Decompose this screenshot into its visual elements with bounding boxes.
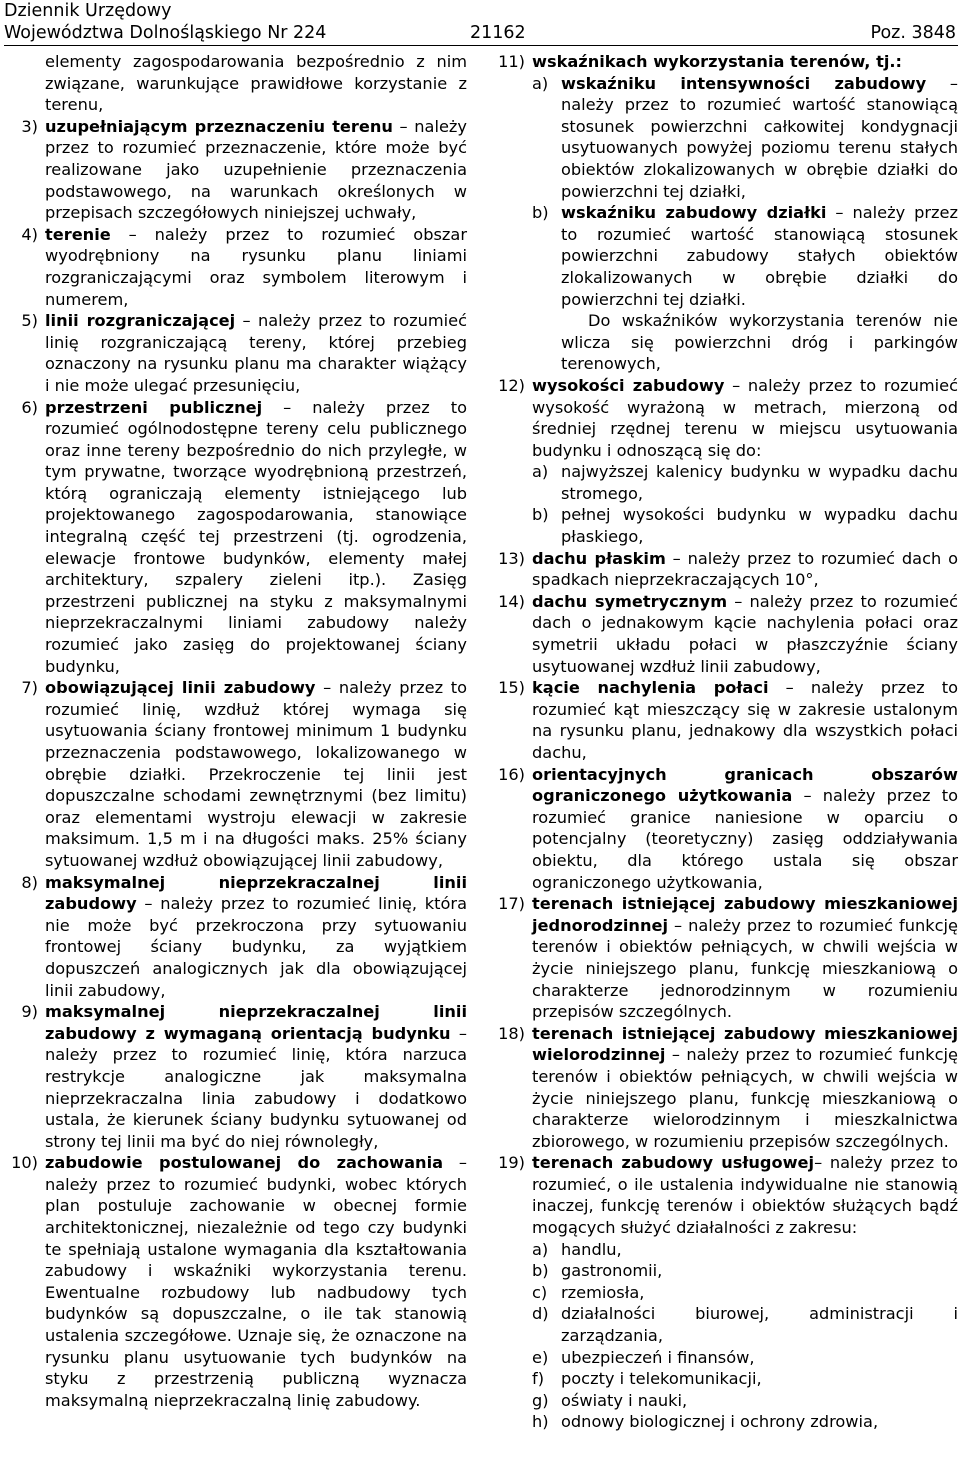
item-number: 15) bbox=[498, 678, 525, 698]
defined-term: terenach istniejącej zabudowy mieszkaniowej wielorodzinnej bbox=[532, 1023, 958, 1065]
definition-text: – należy przez to rozumieć wysokość wyrażoną w metrach, mierzoną od średniej rzędnej terenu w miejscu usytuowania budynku i odnoszącą się do: bbox=[532, 375, 958, 460]
sub-text: handlu, bbox=[561, 1239, 622, 1259]
sub-letter: b) bbox=[532, 203, 549, 223]
definition-text: – należy przez to rozumieć ogólnodostępne tereny celu publicznego oraz inne tereny bezpośrednio do nich przyległe, w tym prywatne, tworzące wyodrębnioną przestrzeń, którą ograniczają elementy istniejącego lub projektowanego zagospodarowania, stanowiące integralną część tej przestrzeni (tj. ogrodzenia, elewacje frontowe budynków, elementy małej architektury, szpalery zieleni itp.). Zasięg przestrzeni publicznej na styku z maksymalnymi nieprzekraczalnymi liniami zabudowy należy rozumieć jako zasięg do projektowanej ściany budynku, bbox=[45, 397, 467, 676]
definition-item bbox=[6, 116, 467, 224]
definition-item bbox=[493, 1023, 958, 1153]
sub-letter: g) bbox=[532, 1390, 549, 1410]
item-number: 17) bbox=[498, 894, 525, 914]
sub-item bbox=[532, 461, 958, 504]
sub-letter: b) bbox=[532, 505, 549, 525]
journal-title: Dziennik Urzędowy bbox=[4, 1, 172, 21]
page-number: 21162 bbox=[470, 23, 526, 43]
defined-term: terenie bbox=[45, 224, 111, 244]
definition-text: – należy przez to rozumieć wartość stanowiącą stosunek powierzchni zabudowy stałych obiektów zlokalizowanych w obrębie działki do powierzchni tej działki. bbox=[561, 203, 958, 309]
sub-item bbox=[532, 1282, 958, 1304]
sub-item bbox=[532, 73, 958, 203]
item-number: 19) bbox=[498, 1153, 525, 1173]
item-number: 3) bbox=[21, 116, 38, 136]
sub-item bbox=[532, 1368, 958, 1390]
definition-text: – należy przez to rozumieć dach o spadkach nieprzekraczających 10°, bbox=[532, 548, 958, 590]
item-number: 10) bbox=[11, 1153, 38, 1173]
definition-item bbox=[493, 1152, 958, 1238]
item-number: 11) bbox=[498, 52, 525, 71]
definition-item bbox=[493, 591, 958, 677]
definition-text: – należy przez to rozumieć linię rozgraniczającą tereny, której przebieg oznaczony na rysunku planu ma charakter wiążący i nie może ulegać przesunięciu, bbox=[45, 311, 467, 395]
sub-item bbox=[532, 1303, 958, 1346]
item-number: 5) bbox=[21, 311, 38, 331]
defined-term: obowiązującej linii zabudowy bbox=[45, 678, 316, 698]
definition-text: – należy przez to rozumieć linię, wzdłuż której wymaga się usytuowania ściany frontowej minimum 1 budynku przeznaczenia podstawowego, lokalizowanego w obrębie działki. Przekroczenie tej linii jest dopuszczalne schodami zewnętrznymi (bez limitu) oraz elementami wystroju elewacji w zakresie maksimum. 1,5 m i na długości maks. 25% ściany sytuowanej wzdłuż obowiązującej linii zabudowy, bbox=[45, 678, 467, 870]
sub-text: najwyższej kalenicy budynku w wypadku dachu stromego, bbox=[561, 462, 958, 503]
sub-item bbox=[532, 1260, 958, 1282]
sub-text: ubezpieczeń i finansów, bbox=[561, 1347, 755, 1367]
definition-item bbox=[6, 872, 467, 1002]
header-rule bbox=[4, 45, 958, 46]
sub-text: działalności biurowej, administracji i zarządzania, bbox=[561, 1304, 958, 1346]
defined-term: wysokości zabudowy bbox=[532, 375, 725, 395]
sub-item bbox=[532, 1239, 958, 1261]
defined-term: przestrzeni publicznej bbox=[45, 397, 263, 417]
sub-item bbox=[532, 1390, 958, 1412]
definition-text: – należy przez to rozumieć, o ile ustalenia indywidualne nie stanowią inaczej, funkcję terenów i obiektów służących bądź mogących służyć działalności z zakresu: bbox=[532, 1153, 958, 1238]
definition-item bbox=[493, 548, 958, 591]
definition-text: – należy przez to rozumieć granice naniesione w oparciu o potencjalny (teoretyczny) zasięg oddziaływania obiektu, dla którego ustala się obszar ograniczonego użytkowania, bbox=[532, 786, 958, 892]
note-text: Do wskaźników wykorzystania terenów nie wlicza się powierzchni dróg i parkingów terenowych, bbox=[561, 311, 958, 374]
sub-list bbox=[493, 73, 958, 375]
item-number: 7) bbox=[21, 678, 38, 698]
sub-list bbox=[493, 1239, 958, 1433]
definition-text: – należy przez to rozumieć linię, która nie może być przekroczona przy sytuowaniu frontowej ściany budynku, za wyjątkiem dopuszczeń analogicznych jak dla obowiązującej linii zabudowy, bbox=[45, 894, 467, 1000]
item-number: 16) bbox=[498, 764, 525, 784]
page-header bbox=[4, 0, 958, 46]
sub-letter: f) bbox=[532, 1369, 545, 1389]
item-number: 13) bbox=[498, 548, 525, 568]
definition-text: – należy przez to rozumieć linię, która narzuca restrykcje analogiczne jak maksymalna nieprzekraczalna linia zabudowy i dodatkowo ustala, że kierunek ściany budynku sytuowanej od strony tej linii ma być do niej równoległy, bbox=[45, 1023, 467, 1151]
sub-letter: e) bbox=[532, 1347, 549, 1367]
sub-letter: h) bbox=[532, 1412, 549, 1432]
definition-item bbox=[6, 310, 467, 396]
sub-text: pełnej wysokości budynku w wypadku dachu płaskiego, bbox=[561, 505, 958, 547]
sub-text: oświaty i nauki, bbox=[561, 1390, 688, 1410]
definition-item bbox=[6, 397, 467, 678]
item-number: 6) bbox=[21, 397, 38, 417]
definition-item bbox=[493, 677, 958, 763]
defined-term: kącie nachylenia połaci bbox=[532, 678, 769, 698]
continuation-text: elementy zagospodarowania bezpośrednio z nim związane, warunkujące prawidłowe korzystanie z terenu, bbox=[45, 52, 467, 115]
definition-item bbox=[493, 51, 958, 73]
definition-text: – należy przez to rozumieć funkcję terenów i obiektów pełniących, w chwili wejścia w życie niniejszego planu, funkcję mieszkaniową o charakterze jednorodzinnym w rozumieniu przepisów szczególnych. bbox=[532, 915, 958, 1022]
defined-term: dachu symetrycznym bbox=[532, 591, 728, 611]
voivodeship-issue: Województwa Dolnośląskiego Nr 224 bbox=[4, 23, 327, 43]
defined-term: maksymalnej nieprzekraczalnej linii zabudowy bbox=[45, 872, 467, 914]
item-number: 9) bbox=[21, 1002, 38, 1022]
defined-term: uzupełniającym przeznaczeniu terenu bbox=[45, 116, 393, 136]
definition-text: – należy przez to rozumieć dach o jednakowym kącie nachylenia połaci oraz symetrii układu połaci w płaszczyźnie ściany usytuowanej wzdłuż linii zabudowy, bbox=[532, 591, 958, 676]
sub-list bbox=[493, 461, 958, 547]
sub-item bbox=[532, 504, 958, 547]
definition-text: – należy przez to rozumieć kąt mieszczący się w zakresie ustalonym na rysunku planu, jednakowy dla wszystkich połaci dachu, bbox=[532, 678, 958, 762]
defined-term: terenach zabudowy usługowej bbox=[532, 1153, 815, 1173]
sub-text: gastronomii, bbox=[561, 1261, 663, 1281]
item-number: 14) bbox=[498, 591, 525, 611]
defined-term: orientacyjnych granicach obszarów ograniczonego użytkowania bbox=[532, 764, 958, 806]
left-column bbox=[6, 51, 467, 1411]
defined-term: terenach istniejącej zabudowy mieszkaniowej jednorodzinnej bbox=[532, 894, 958, 935]
defined-term: maksymalnej nieprzekraczalnej linii zabudowy z wymaganą orientacją budynku bbox=[45, 1002, 467, 1043]
item-number: 18) bbox=[498, 1023, 525, 1043]
sub-letter: b) bbox=[532, 1261, 549, 1281]
defined-term: zabudowie postulowanej do zachowania bbox=[45, 1153, 444, 1173]
definition-text: – należy przez to rozumieć przeznaczenie, które może być realizowane jako uzupełnienie przeznaczenia podstawowego, na warunkach określonych w przepisach szczegółowych niniejszej uchwały, bbox=[45, 116, 467, 223]
definition-text: – należy przez to rozumieć wartość stanowiącą stosunek powierzchni całkowitej kondygnacji usytuowanych powyżej poziomu terenu stałych obiektów zlokalizowanych w obrębie działki do powierzchni tej działki, bbox=[561, 73, 958, 201]
position-number: Poz. 3848 bbox=[870, 23, 956, 43]
sub-letter: a) bbox=[532, 462, 549, 482]
sub-letter: c) bbox=[532, 1282, 548, 1302]
definition-item bbox=[493, 375, 958, 461]
item-number: 4) bbox=[21, 224, 38, 244]
sub-item bbox=[532, 1411, 958, 1433]
definition-item bbox=[6, 1001, 467, 1152]
definition-text: – należy przez to rozumieć obszar wyodrębniony na rysunku planu liniami rozgraniczającymi oraz symbolem literowym i numerem, bbox=[45, 224, 467, 309]
sub-letter: a) bbox=[532, 1239, 549, 1259]
defined-term: wskaźnikach wykorzystania terenów, tj.: bbox=[532, 52, 902, 71]
sub-text: odnowy biologicznej i ochrony zdrowia, bbox=[561, 1412, 879, 1432]
definition-item bbox=[6, 677, 467, 871]
definition-text: – należy przez to rozumieć funkcję terenów i obiektów pełniących, w chwili wejścia w życie niniejszego planu, funkcję mieszkaniową o charakterze wielorodzinnym i mieszkalnictwa zbiorowego, w rozumieniu przepisów szczególnych. bbox=[532, 1045, 958, 1151]
sub-item bbox=[532, 202, 958, 310]
right-column bbox=[493, 51, 958, 1433]
header-line bbox=[4, 22, 958, 44]
defined-term: wskaźniku zabudowy działki bbox=[561, 203, 827, 223]
sub-text: rzemiosła, bbox=[561, 1282, 645, 1302]
sub-letter: d) bbox=[532, 1304, 549, 1324]
definition-item bbox=[493, 893, 958, 1023]
definition-item bbox=[6, 1152, 467, 1411]
defined-term: wskaźniku intensywności zabudowy bbox=[561, 73, 927, 93]
defined-term: linii rozgraniczającej bbox=[45, 311, 236, 331]
sub-text: poczty i telekomunikacji, bbox=[561, 1369, 762, 1389]
definition-item bbox=[6, 224, 467, 310]
defined-term: dachu płaskim bbox=[532, 548, 666, 568]
sub-item bbox=[532, 1347, 958, 1369]
item-number: 8) bbox=[21, 872, 38, 892]
item-number: 12) bbox=[498, 375, 525, 395]
definition-item bbox=[493, 764, 958, 894]
definition-text: – należy przez to rozumieć budynki, wobec których plan postuluje zachowanie w obecnej formie architektonicznej, niezależnie od tego czy budynki te spełniają ustalone wymagania dla kształtowania zabudowy i wskaźniki wykorzystania terenu. Ewentualne rozbudowy lub nadbudowy tych budynków są dopuszczalne, o ile tak stanowią ustalenia szczegółowe. Uznaje się, że oznaczone na rysunku planu usytuowanie tych budynków na styku z przestrzenią publiczną wyznacza maksymalną nieprzekraczalną linię zabudowy. bbox=[45, 1153, 467, 1410]
sub-letter: a) bbox=[532, 73, 549, 93]
